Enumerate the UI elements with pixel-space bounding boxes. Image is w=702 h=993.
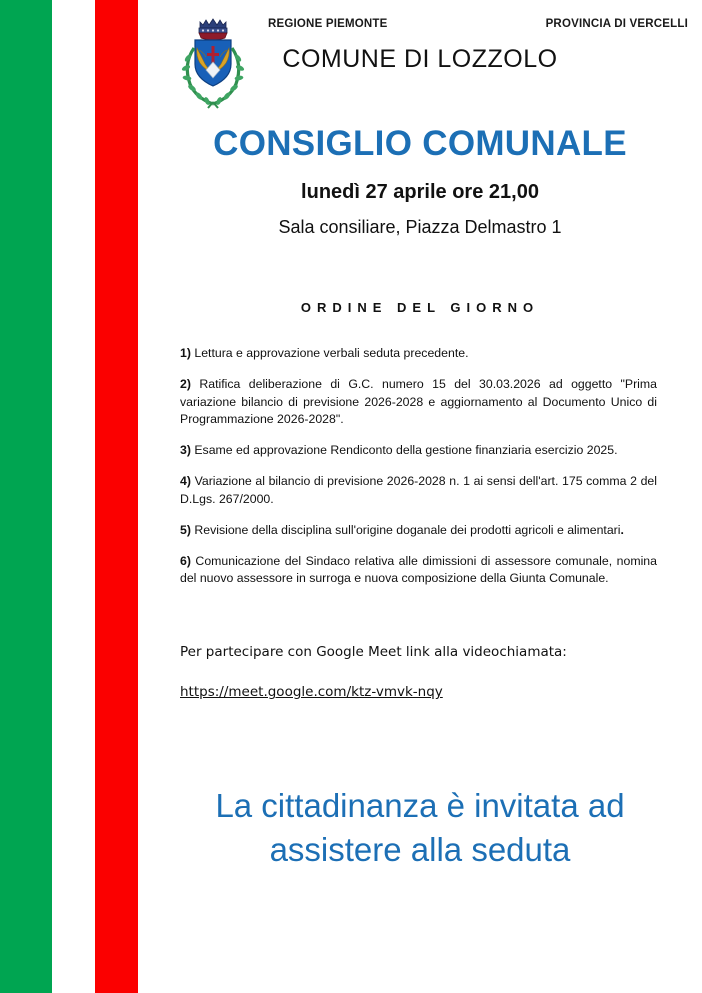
google-meet-link[interactable]: https://meet.google.com/ktz-vmvk-nqy (180, 684, 443, 701)
agenda-list (138, 345, 702, 588)
closing-invitation (138, 784, 702, 871)
agenda-heading: ORDINE DEL GIORNO (300, 300, 540, 315)
agenda-item-text: Variazione al bilancio di previsione 2026-2028 n. 1 ai sensi dell'art. 175 comma 2 del D.Lgs. 267/2000. (180, 474, 657, 506)
agenda-item (180, 345, 657, 363)
meet-instructions: Per partecipare con Google Meet link alla videochiamata: (180, 644, 567, 661)
agenda-item (180, 376, 657, 429)
meeting-datetime: lunedì 27 aprile ore 21,00 (301, 181, 539, 203)
agenda-item-number: 5) (180, 522, 191, 537)
agenda-item-number: 2) (180, 376, 191, 391)
agenda-item-text: Revisione della disciplina sull'origine doganale dei prodotti agricoli e alimentari (190, 522, 621, 537)
municipality-title: COMUNE DI LOZZOLO (282, 45, 558, 73)
document-body (138, 0, 702, 993)
agenda-item-text: Esame ed approvazione Rendiconto della gestione finanziaria esercizio 2025. (190, 443, 618, 458)
region-label: REGIONE PIEMONTE (268, 18, 388, 30)
google-meet-block (138, 644, 702, 700)
agenda-item-number: 6) (180, 553, 191, 568)
document-header (138, 0, 702, 118)
administrative-labels (268, 18, 688, 30)
flag-band-red (95, 0, 138, 993)
flag-band-white (52, 0, 95, 993)
agenda-item (180, 553, 657, 589)
closing-line-2: assistere alla seduta (269, 830, 571, 868)
agenda-item (180, 473, 657, 509)
agenda-item (180, 442, 657, 460)
agenda-item-tail: . (620, 522, 624, 537)
agenda-item-number: 3) (180, 443, 191, 458)
flag-band-green (0, 0, 52, 993)
agenda-item-text: Ratifica deliberazione di G.C. numero 15 del 30.03.2026 ad oggetto "Prima variazione bilancio di previsione 2026-2028 e aggiornamento al Documento Unico di Programmazione 2026-2028". (180, 376, 657, 427)
agenda-item-text: Lettura e approvazione verbali seduta precedente. (190, 346, 469, 360)
italian-flag-stripes (0, 0, 138, 993)
agenda-item-text: Comunicazione del Sindaco relativa alle dimissioni di assessore comunale, nomina del nuovo assessore in surroga e nuova composizione della Giunta Comunale. (180, 553, 657, 586)
agenda-item-number: 1) (180, 346, 191, 360)
province-label: PROVINCIA DI VERCELLI (545, 18, 688, 30)
closing-line-1: La cittadinanza è invitata ad (215, 787, 625, 825)
meeting-location: Sala consiliare, Piazza Delmastro 1 (278, 217, 562, 237)
agenda-item (180, 522, 657, 540)
agenda-item-number: 4) (180, 474, 191, 489)
page-title: CONSIGLIO COMUNALE (213, 124, 627, 163)
